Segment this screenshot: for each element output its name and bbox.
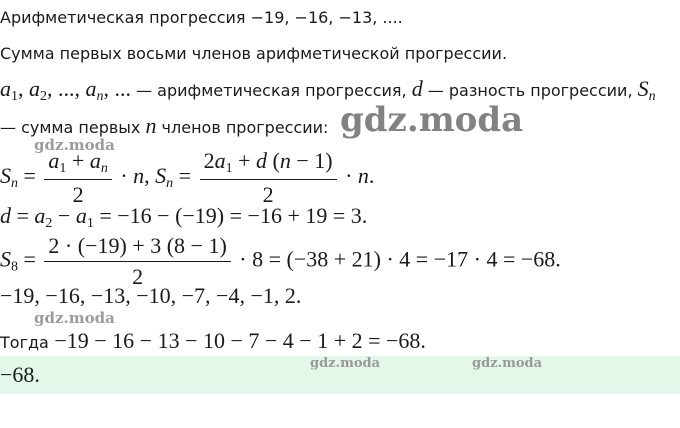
task-question: Сумма первых восьми членов арифметической прогрессии. bbox=[0, 44, 508, 63]
sum-formula: $S_n$ = $\frac{a_1 + a_n}{2}$ · n, $S_n$ = $\frac{2a_1 + d (n - 1)}{2}$ · n. bbox=[0, 148, 375, 207]
watermark-2: gdz.moda bbox=[34, 309, 115, 327]
then-label: Тогда bbox=[0, 333, 49, 352]
answer-value: −68. bbox=[0, 362, 40, 387]
sum-expression: −19 − 16 − 13 − 10 − 7 − 4 − 1 + 2 = −68. bbox=[48, 328, 426, 353]
watermark-large: gdz.moda bbox=[340, 100, 524, 140]
task-title: Арифметическая прогрессия −19, −16, −13, .... bbox=[0, 8, 403, 27]
watermark-4: gdz.moda bbox=[472, 356, 543, 371]
watermark-1: gdz.moda bbox=[34, 136, 115, 154]
definition-text-4: членов прогрессии: bbox=[156, 118, 329, 137]
s8-calculation: $S_8$ = $\frac{2 \cdot (-19) + 3 (8 - 1)}{2}$ · 8 = (−38 + 21) · 4 = −17 · 4 = −68. bbox=[0, 233, 561, 289]
difference-formula: $d = a_2 - a_1 = -16 - (-19) = -16 + 19 = 3$. bbox=[0, 203, 368, 231]
definition-text-2: — разность прогрессии, bbox=[422, 81, 638, 100]
sum-check-line bbox=[0, 328, 426, 354]
definition-line: $a_1$, $a_2$, ..., $a_n$, ... — арифметическая прогрессия, d — разность прогрессии, $S_n$ bbox=[0, 76, 656, 104]
definition-text-3: — сумма первых bbox=[0, 118, 146, 137]
sequence-list: −19, −16, −13, −10, −7, −4, −1, 2. bbox=[0, 283, 302, 308]
definition-text-1: — арифметическая прогрессия, bbox=[131, 81, 412, 100]
watermark-3: gdz.moda bbox=[310, 356, 381, 371]
definition-line-2: — сумма первых n членов прогрессии: bbox=[0, 113, 329, 138]
